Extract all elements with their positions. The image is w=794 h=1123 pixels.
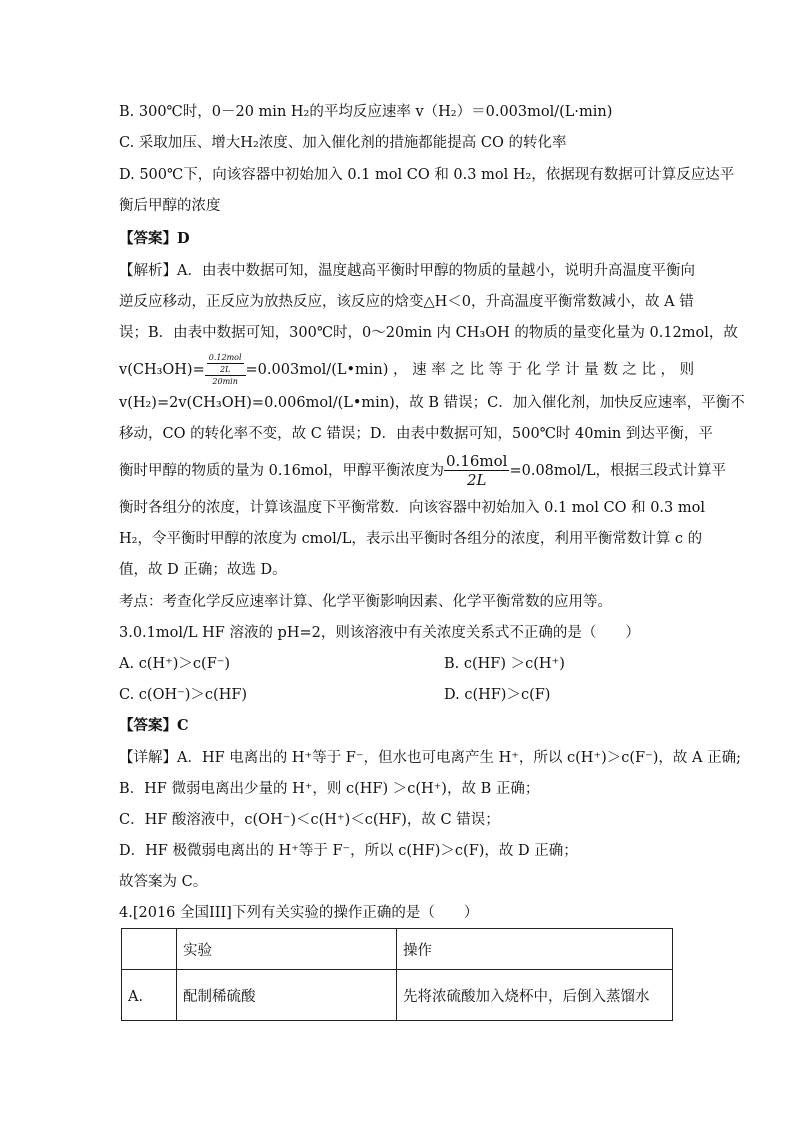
- table-row: [122, 970, 673, 1021]
- rate-result: =0.003mol/(L•min) ， 速 率 之 比 等 于 化 学 计 量 数 之 比 ， 则: [245, 362, 695, 378]
- q3-detail-line: C．HF 酸溶液中，c(OH⁻)＜c(H⁺)＜c(HF)，故 C 错误；: [119, 812, 500, 828]
- q2-analysis-line: 值，故 D 正确；故选 D。: [119, 562, 287, 578]
- q2-analysis-line: H₂，令平衡时甲醇的浓度为 cmol/L，表示出平衡时各组分的浓度，利用平衡常数计算 c 的: [119, 531, 703, 547]
- q3-answer: 【答案】C: [119, 717, 189, 734]
- table-cell: 配制稀硫酸: [177, 970, 397, 1021]
- fraction-numerator: 0.16mol: [446, 452, 508, 470]
- concentration-fraction: [444, 454, 509, 488]
- q4-stem: 4.[2016 全国III]下列有关实验的操作正确的是（ ）: [119, 905, 479, 921]
- table-header-cell: [122, 929, 177, 970]
- q2-answer: 【答案】D: [119, 230, 190, 247]
- q2-analysis-line-fraction: [119, 354, 694, 386]
- table-header-cell: 操作: [397, 929, 673, 970]
- q3-stem: 3.0.1mol/L HF 溶液的 pH=2，则该溶液中有关浓度关系式不正确的是（ ）: [119, 625, 640, 641]
- q3-final-answer: 故答案为 C。: [119, 874, 208, 890]
- experiment-table: [121, 928, 673, 1021]
- rate-fraction: [205, 354, 246, 386]
- q3-detail-line: B．HF 微弱电离出少量的 H⁺，则 c(HF) ＞c(H⁺)，故 B 正确；: [119, 781, 540, 797]
- fraction-inner-numerator: 0.12mol: [208, 353, 242, 362]
- q3-detail-line: D．HF 极微弱电离出的 H⁺等于 F⁻，所以 c(HF)＞c(F)，故 D 正确；: [119, 843, 578, 859]
- concentration-result: =0.08mol/L，根据三段式计算平: [509, 463, 727, 479]
- table-cell: A．: [122, 970, 177, 1021]
- fraction-denominator: 2L: [466, 471, 487, 489]
- q2-analysis-line-fraction: [119, 453, 726, 489]
- q2-option-d-line2: 衡后甲醇的浓度: [119, 198, 221, 214]
- q2-option-c: C. 采取加压、增大H₂浓度、加入催化剂的措施都能提高 CO 的转化率: [119, 135, 567, 151]
- fraction-inner-denominator: 2L: [219, 365, 231, 374]
- q2-analysis-line: 衡时各组分的浓度，计算该温度下平衡常数．向该容器中初始加入 0.1 mol CO 和 0.3 mol: [119, 500, 705, 516]
- q2-analysis-line: v(H₂)=2v(CH₃OH)=0.006mol/(L•min)，故 B 错误；C．加入催化剂，加快反应速率，平衡不: [119, 395, 745, 411]
- q2-option-d-line1: D. 500℃下，向该容器中初始加入 0.1 mol CO 和 0.3 mol H₂，依据现有数据可计算反应达平: [119, 167, 735, 183]
- q2-option-b: B. 300℃时，0－20 min H₂的平均反应速率 v（H₂）＝0.003mol/(L·min): [119, 104, 613, 120]
- q3-option-b: B. c(HF) ＞c(H⁺): [444, 656, 565, 672]
- q3-option-c: C. c(OH⁻)＞c(HF): [119, 687, 248, 703]
- q2-analysis-line: 【解析】A．由表中数据可知，温度越高平衡时甲醇的物质的量越小，说明升高温度平衡向: [119, 263, 695, 279]
- q3-option-a: A. c(H⁺)＞c(F⁻): [119, 656, 231, 672]
- table-cell: 先将浓硫酸加入烧杯中，后倒入蒸馏水: [397, 970, 673, 1021]
- q3-option-d: D. c(HF)＞c(F): [444, 687, 551, 703]
- concentration-text: 衡时甲醇的物质的量为 0.16mol，甲醇平衡浓度为: [119, 463, 445, 479]
- table-header-cell: 实验: [177, 929, 397, 970]
- fraction-denominator: 20min: [212, 377, 238, 386]
- table-header-row: [122, 929, 673, 970]
- q2-analysis-line: 逆反应移动，正反应为放热反应，该反应的焓变△H＜0，升高温度平衡常数减小，故 A 错: [119, 294, 694, 310]
- rate-expression: v(CH₃OH)=: [119, 362, 205, 378]
- q2-kaodian: 考点：考查化学反应速率计算、化学平衡影响因素、化学平衡常数的应用等。: [119, 594, 612, 610]
- q2-analysis-line: 移动，CO 的转化率不变，故 C 错误；D．由表中数据可知，500℃时 40min 到达平衡，平: [119, 426, 713, 442]
- q2-analysis-line: 误；B．由表中数据可知，300℃时，0～20min 内 CH₃OH 的物质的量变化量为 0.12mol，故: [119, 325, 738, 341]
- q3-detail-line: 【详解】A．HF 电离出的 H⁺等于 F⁻，但水也可电离产生 H⁺，所以 c(H⁺)＞c(F⁻)，故 A 正确;: [119, 750, 741, 766]
